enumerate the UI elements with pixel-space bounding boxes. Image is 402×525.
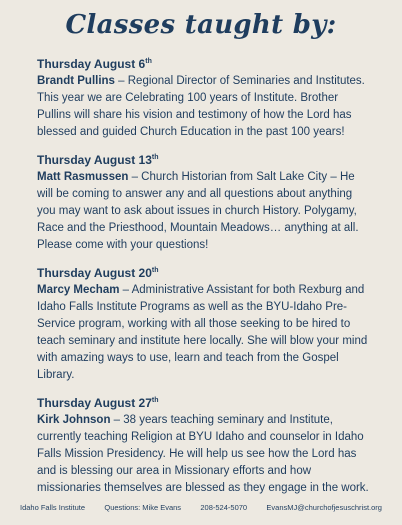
session-item — [37, 264, 373, 384]
session-date-suffix: th — [151, 154, 159, 161]
session-date-text: Thursday August 20 — [37, 266, 152, 280]
session-date-text: Thursday August 13 — [37, 153, 152, 167]
session-body — [37, 73, 373, 141]
footer-phone: 208-524-5070 — [200, 503, 248, 512]
session-description: – Regional Director of Seminaries and Institutes. This year we are Celebrating 100 years of Institute. Brother Pullins will share his vision and testimony of how the Lord has blessed and guided Church Education in the past 100 years! — [37, 75, 365, 138]
session-body — [37, 169, 373, 254]
session-list — [37, 55, 373, 507]
session-date — [37, 264, 373, 282]
session-date-text: Thursday August 27 — [37, 396, 152, 410]
speaker-name: Brandt Pullins — [37, 75, 115, 87]
session-item — [37, 55, 373, 141]
session-date — [37, 151, 373, 169]
session-date-suffix: th — [145, 58, 152, 65]
page-title: Classes taught by: — [65, 10, 337, 40]
footer-questions: Questions: Mike Evans — [104, 503, 182, 512]
session-date-suffix: th — [151, 267, 159, 274]
session-date — [37, 55, 373, 73]
session-body — [37, 282, 373, 384]
session-description: – Church Historian from Salt Lake City – He will be coming to answer any and all questions about anything you may want to ask about issues in church History. Polygamy, Race and the Priesthood, Mountain Meadows… anything at all. Please come with your questions! — [37, 171, 359, 251]
session-item — [37, 394, 373, 497]
speaker-name: Kirk Johnson — [37, 414, 111, 426]
speaker-name: Marcy Mecham — [37, 284, 120, 296]
session-date-suffix: th — [151, 397, 159, 404]
session-description: – 38 years teaching seminary and Institute, currently teaching Religion at BYU Idaho and counselor in Idaho Falls Mission Presidency. He will help us see how the Lord has and is blessing our area in Missionary efforts and how missionaries themselves are blessed as they engage in the work. — [37, 414, 369, 494]
footer — [20, 503, 382, 512]
footer-email: EvansMJ@churchofjesuschrist.org — [266, 503, 382, 512]
speaker-name: Matt Rasmussen — [37, 171, 129, 183]
session-date — [37, 394, 373, 412]
footer-institute: Idaho Falls Institute — [20, 503, 86, 512]
session-item — [37, 151, 373, 254]
session-date-text: Thursday August 6 — [37, 57, 146, 71]
session-description: – Administrative Assistant for both Rexburg and Idaho Falls Institute Programs as well as the BYU-Idaho Pre-Service program, working with all those seeking to be hired to teach seminary and institute here locally. She will blow your mind with amazing ways to use, learn and teach from the Gospel Library. — [37, 284, 368, 381]
session-body — [37, 412, 373, 497]
